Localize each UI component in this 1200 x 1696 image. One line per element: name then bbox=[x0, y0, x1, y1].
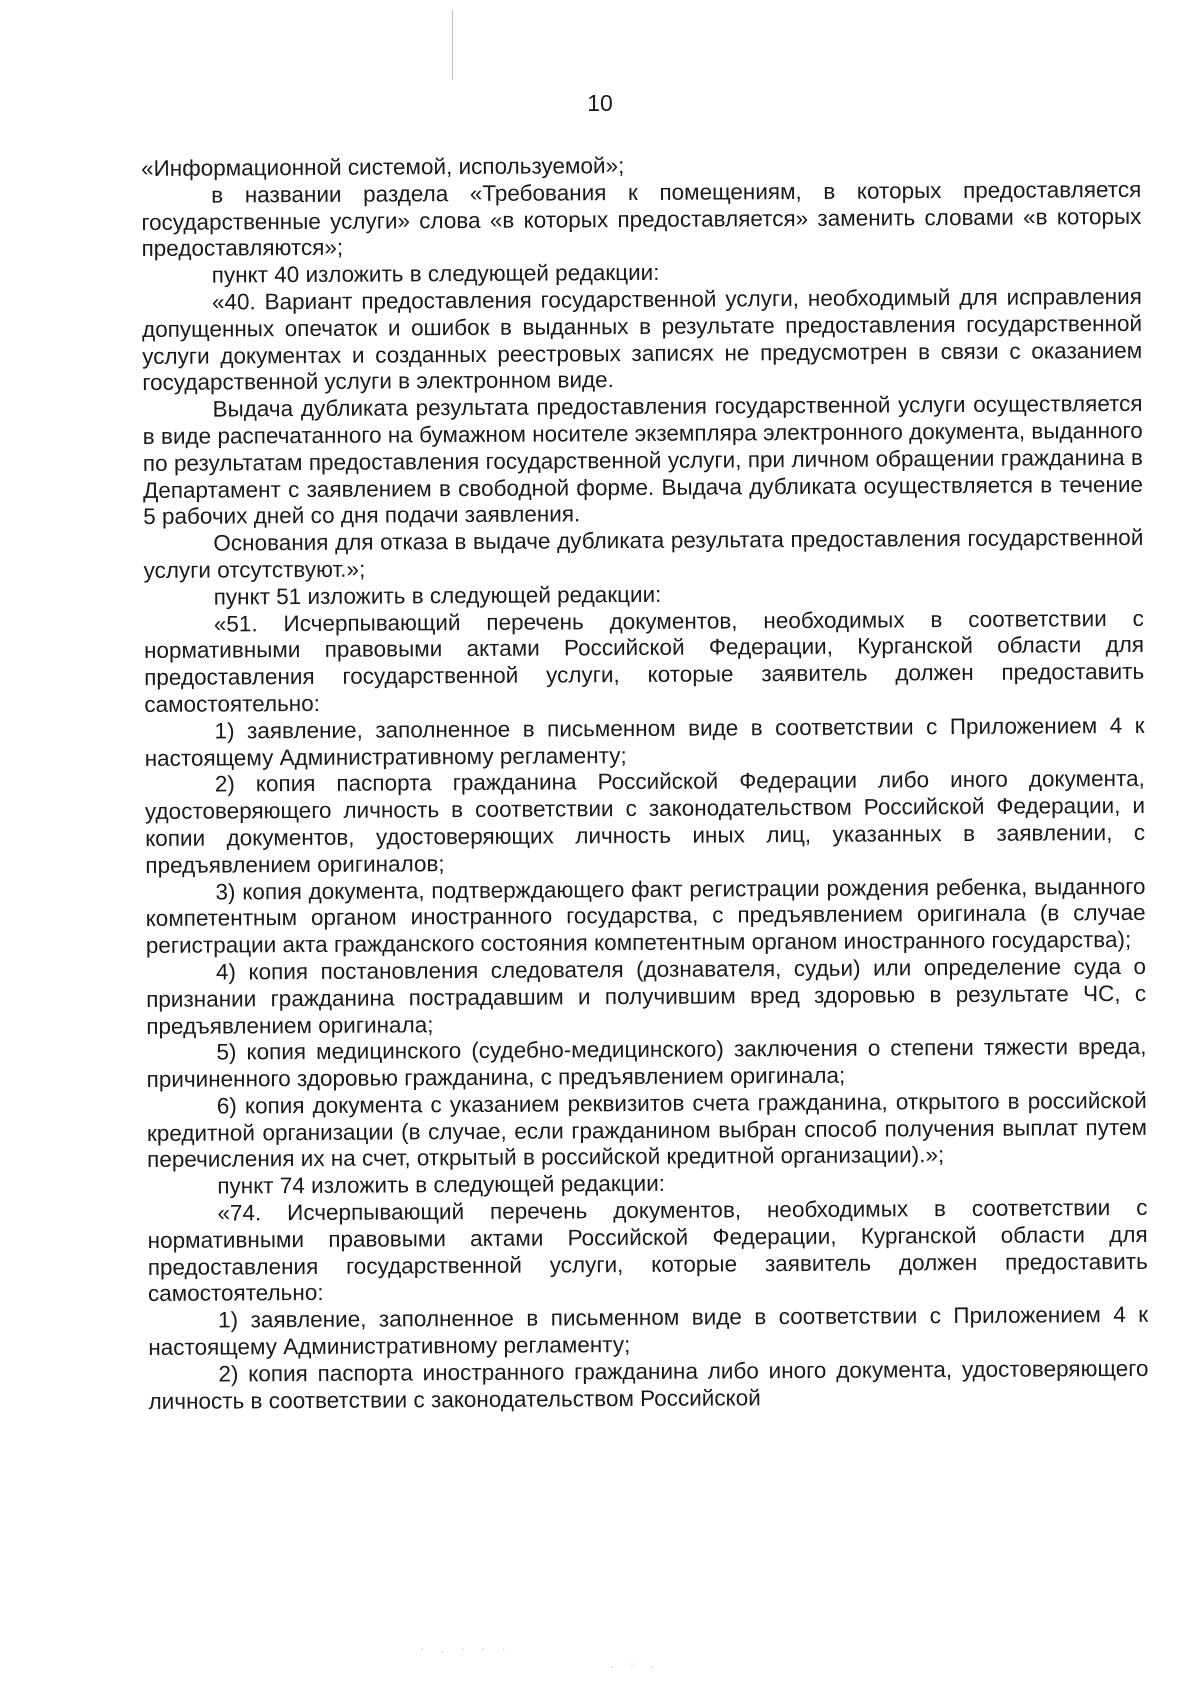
paragraph: Выдача дубликата результата предоставления государственной услуги осуществляется в виде распечатанного на бумажном носителе экземпляра электронного документа, выданного по результатам предоставления государственной услуги, при личном обращении гражданина в Департамент с заявлением в свободной форме. Выдача дубликата осуществляется в течение 5 рабочих дней со дня подачи заявления. bbox=[142, 391, 1144, 530]
list-item: 5) копия медицинского (судебно-медицинского) заключения о степени тяжести вреда, причиненного здоровью гражданина, с предъявлением оригинала; bbox=[146, 1034, 1147, 1093]
list-item: 4) копия постановления следователя (дознавателя, судьи) или определение суда о признании гражданина пострадавшим и получившим вред здоровью в результате ЧС, с предъявлением оригинала; bbox=[146, 953, 1147, 1039]
list-item: 1) заявление, заполненное в письменном виде в соответствии с Приложением 4 к настоящему Административному регламенту; bbox=[144, 712, 1145, 771]
list-item: 3) копия документа, подтверждающего факт регистрации рождения ребенка, выданного компетентным органом иностранного государства, с предъявлением оригинала (в случае регистрации акта гражданского состояния компетентным органом иностранного государства); bbox=[145, 873, 1146, 959]
paragraph: пункт 74 изложить в следующей редакции: bbox=[217, 1171, 666, 1199]
paragraph: «40. Вариант предоставления государственной услуги, необходимый для исправления допущенных опечаток и ошибок в выданных в результате предоставления государственной услуги документах и созданных реестровых записях не предусмотрен в связи с оказанием государственной услуги в электронном виде. bbox=[141, 283, 1143, 396]
paragraph: пункт 40 изложить в следующей редакции: bbox=[211, 260, 660, 288]
scan-noise: . · . bbox=[610, 1655, 661, 1671]
list-item: 2) копия паспорта иностранного гражданина либо иного документа, удостоверяющего личность в соответствии с законодательством Российской bbox=[148, 1355, 1149, 1414]
scan-noise: · . · · · bbox=[420, 1640, 513, 1656]
scan-artifact-line bbox=[452, 10, 453, 80]
paragraph: в названии раздела «Требования к помещениям, в которых предоставляется государственные услуги» слова «в которых предоставляется» заменить словами «в которых предоставляются»; bbox=[141, 176, 1142, 262]
list-item: 6) копия документа с указанием реквизитов счета гражданина, открытого в российской кредитной организации (в случае, если гражданином выбран способ получения выплат путем перечисления их на счет, открытый в российской кредитной организации).»; bbox=[146, 1087, 1148, 1173]
document-body bbox=[141, 150, 1149, 1416]
paragraph: «51. Исчерпывающий перечень документов, необходимых в соответствии с нормативными правовыми актами Российской Федерации, Курганской области для предоставления государственной услуги, которые заявитель должен предоставить самостоятельно: bbox=[143, 605, 1145, 717]
list-item: 1) заявление, заполненное в письменном виде в соответствии с Приложением 4 к настоящему Административному регламенту; bbox=[148, 1302, 1149, 1361]
paragraph: «74. Исчерпывающий перечень документов, необходимых в соответствии с нормативными правовыми актами Российской Федерации, Курганской области для предоставления государственной услуги, которые заявитель должен предоставить самостоятельно: bbox=[147, 1194, 1148, 1307]
paragraph: пункт 51 изложить в следующей редакции: bbox=[213, 581, 662, 610]
page-number: 10 bbox=[587, 90, 613, 116]
list-item: 2) копия паспорта гражданина Российской Федерации либо иного документа, удостоверяющего личность в соответствии с законодательством Российской Федерации, и копии документов, удостоверяющих личность иных лиц, указанных в заявлении, с предъявлением оригиналов; bbox=[144, 766, 1146, 878]
paragraph: «Информационной системой, используемой»; bbox=[141, 153, 625, 181]
paragraph: Основания для отказа в выдаче дубликата результата предоставления государственной услуги отсутствуют.»; bbox=[143, 525, 1144, 583]
